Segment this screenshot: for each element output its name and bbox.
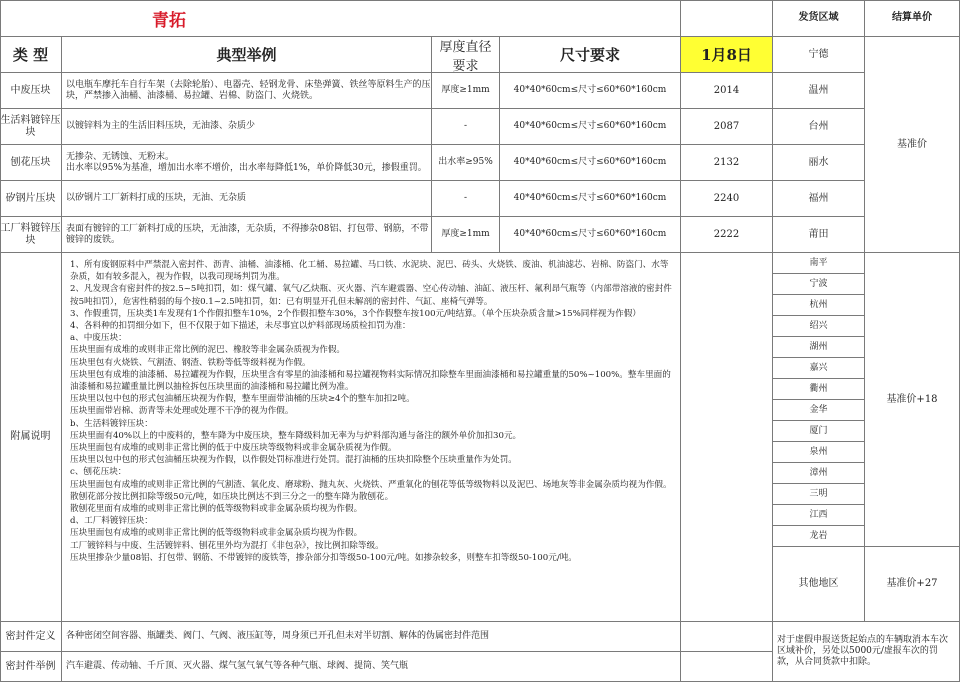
region-item: 漳州: [773, 463, 865, 484]
col-thickness-header: 厚度直径 要求: [432, 37, 500, 73]
region-item: 绍兴: [773, 316, 865, 337]
row-type: 工厂料镀锌压块: [0, 217, 62, 253]
row-price: 2222: [681, 217, 773, 253]
row-price: 2132: [681, 145, 773, 181]
row-size: 40*40*60cm≤尺寸≤60*60*160cm: [500, 145, 681, 181]
row-type: 刨花压块: [0, 145, 62, 181]
row-thickness: -: [432, 181, 500, 217]
region-putian: 莆田: [773, 217, 865, 253]
row-price: 2087: [681, 109, 773, 145]
group2-price: 基准价+18: [865, 253, 960, 547]
row-thickness: 厚度≥1mm: [432, 217, 500, 253]
col-example-header: 典型举例: [62, 37, 432, 73]
region-lishui: 丽水: [773, 145, 865, 181]
sealed-def-text: 各种密闭空间容器、瓶罐类、阀门、气阀、液压缸等，周身须已开孔但未对半切割、解体的伪属密封件范围: [62, 622, 681, 652]
row-example: 以电瓶车摩托车自行车架（去除轮胎）、电器壳、轻钢龙骨、床垫弹簧、铁丝等原料生产的压块，严禁掺入油桶、油漆桶、易拉罐、岩棉、防盗门、火烧铁。: [62, 73, 432, 109]
row-size: 40*40*60cm≤尺寸≤60*60*160cm: [500, 109, 681, 145]
footnote: 对于虚假申报送货起始点的车辆取消本车次区域补价，另处以5000元/虚报车次的罚款，从合同货款中扣除。: [773, 622, 960, 682]
other-region: 其他地区: [773, 547, 865, 622]
region-item: 泉州: [773, 442, 865, 463]
row-thickness: -: [432, 109, 500, 145]
col-size-header: 尺寸要求: [500, 37, 681, 73]
date-header: 1月8日: [681, 37, 773, 73]
blank-cell: [681, 622, 773, 652]
price-header: 结算单价: [865, 0, 960, 37]
region-item: 三明: [773, 484, 865, 505]
row-example: 以镀锌料为主的生活旧料压块，无油漆、杂质少: [62, 109, 432, 145]
row-type: 矽钢片压块: [0, 181, 62, 217]
row-type: 中废压块: [0, 73, 62, 109]
row-example: 表面有镀锌的工厂新料打成的压块，无油漆，无杂质，不得掺杂08铝、打包带、钢筋，不带镀锌的废铁。: [62, 217, 432, 253]
row-size: 40*40*60cm≤尺寸≤60*60*160cm: [500, 181, 681, 217]
row-thickness: 出水率≥95%: [432, 145, 500, 181]
row-example: 无掺杂、无锈蚀、无粉末。 出水率以95%为基准，增加出水率不增价，出水率每降低1%，单价降低30元，掺假重罚。: [62, 145, 432, 181]
region-wenzhou: 温州: [773, 73, 865, 109]
row-price: 2014: [681, 73, 773, 109]
col-type-header: 类 型: [0, 37, 62, 73]
blank-cell: [681, 652, 773, 682]
region-item: 南平: [773, 253, 865, 274]
region-item: 嘉兴: [773, 358, 865, 379]
region-ningde: 宁德: [773, 37, 865, 73]
row-type: 生活料镀锌压块: [0, 109, 62, 145]
sealed-def-label: 密封件定义: [0, 622, 62, 652]
sheet-title: 青拓: [0, 0, 681, 37]
row-size: 40*40*60cm≤尺寸≤60*60*160cm: [500, 73, 681, 109]
row-price: 2240: [681, 181, 773, 217]
other-price: 基准价+27: [865, 547, 960, 622]
region-item: 龙岩: [773, 526, 865, 547]
region-item: 厦门: [773, 421, 865, 442]
region-header: 发货区域: [773, 0, 865, 37]
region-item: 江西: [773, 505, 865, 526]
region-item: 湖州: [773, 337, 865, 358]
row-size: 40*40*60cm≤尺寸≤60*60*160cm: [500, 217, 681, 253]
blank-appendix-cell: [681, 253, 773, 622]
region-fuzhou: 福州: [773, 181, 865, 217]
row-thickness: 厚度≥1mm: [432, 73, 500, 109]
region-item: 宁波: [773, 274, 865, 295]
sealed-ex-text: 汽车避震、传动轴、千斤顶、灭火器、煤气氢气氧气等各种气瓶、球阀、提筒、笑气瓶: [62, 652, 681, 682]
base-price: 基准价: [865, 37, 960, 253]
region-item: 杭州: [773, 295, 865, 316]
region-item: 金华: [773, 400, 865, 421]
sealed-ex-label: 密封件举例: [0, 652, 62, 682]
region-item: 衢州: [773, 379, 865, 400]
blank-header-cell: [681, 0, 773, 37]
appendix-label: 附属说明: [0, 253, 62, 622]
appendix-text: 1、所有废钢原料中严禁混入密封件、沥青、油桶、油漆桶、化工桶、易拉罐、马口铁、水泥块、泥巴、砖头、火烧铁、废油、机油滤芯、岩棉、防盗门、水等杂质，如有较多混入，视为作假，以我司现场判罚为准。 2、凡发现含有密封件的按2.5~5吨扣罚，如：煤气罐、氧气/乙炔瓶、灭火器、汽车避震器、空心传动轴、油缸、液压杆、氟利昂气瓶等（内部带溶液的密封件按5吨扣罚），危害性稍弱的每个按0.1~2.5吨扣罚，如：已有明显开孔但未解剖的密封件、气缸、座椅气弹等。 3、作假重罚，压块类1车发现有1个作假扣整车10%，2个作假扣整车30%，3个作假整车按100元/吨结算。（单个压块杂质含量>15%同样视为作假） 4、各料种的扣罚细分如下，但不仅限于如下描述，未尽事宜以炉料部现场质检扣罚为准： a、中废压块： 压块里面有成堆的或则非正常比例的泥巴、橡胶等非金属杂质视为作假。 压块里包有火烧铁、气割渣、钢渣、铁粉等低等级料视为作假。 压块里包有成堆的油漆桶、易拉罐视为作假，压块里含有零星的油漆桶和易拉罐视物料实际情况扣除整车里面油漆桶和易拉罐重量的50%~100%。整车里面的油漆桶和易拉罐重量比例以抽检拆包压块里面的油漆桶和易拉罐比例为准。 压块里以包中包的形式包油桶压块视为作假，整车里面带油桶的压块≥4个的整车加扣2吨。 压块里面带岩棉、沥青等未处理或处理不干净的视为作假。 b、生活料镀锌压块： 压块里面有40%以上的中废料的，整车降为中废压块，整车降级料加无率为与炉料部沟通与备注的额外单价加扣30元。 压块里面包有成堆的或则非正常比例的低于中废压块等级物料或非金属杂质视为作假。 压块里以包中包的形式包油桶压块视为作假，以作假处罚标准进行处罚。混打油桶的压块扣除整个压块重量作为处罚。 c、刨花压块： 压块里面包有成堆的或则非正常比例的气割渣、氧化皮、磨球粉、抛丸灰、火烧铁、严重氧化的刨花等低等级物料以及泥巴、场地灰等非金属杂质均视为作假。 散刨花部分按比例扣除等级50元/吨，如压块比例达不到三分之一的整车降为散刨花。 散刨花里面有成堆的或则非正常比例的低等级物料或非金属杂质均视为作假。 d、工厂料镀锌压块： 压块里面包有成堆的或则非正常比例的低等级物料或非金属杂质均视为作假。 工厂镀锌料与中废、生活镀锌料、刨花里外均为混打《非包杂》，按比例扣除等级。 压块里掺杂少量08铝、打包带、钢筋、不带镀锌的废铁等，掺杂部分扣等级50-100元/吨。如掺杂较多，则整车扣等级50-100元/吨。: [62, 253, 681, 622]
row-example: 以矽钢片工厂新料打成的压块，无油、无杂质: [62, 181, 432, 217]
region-taizhou: 台州: [773, 109, 865, 145]
